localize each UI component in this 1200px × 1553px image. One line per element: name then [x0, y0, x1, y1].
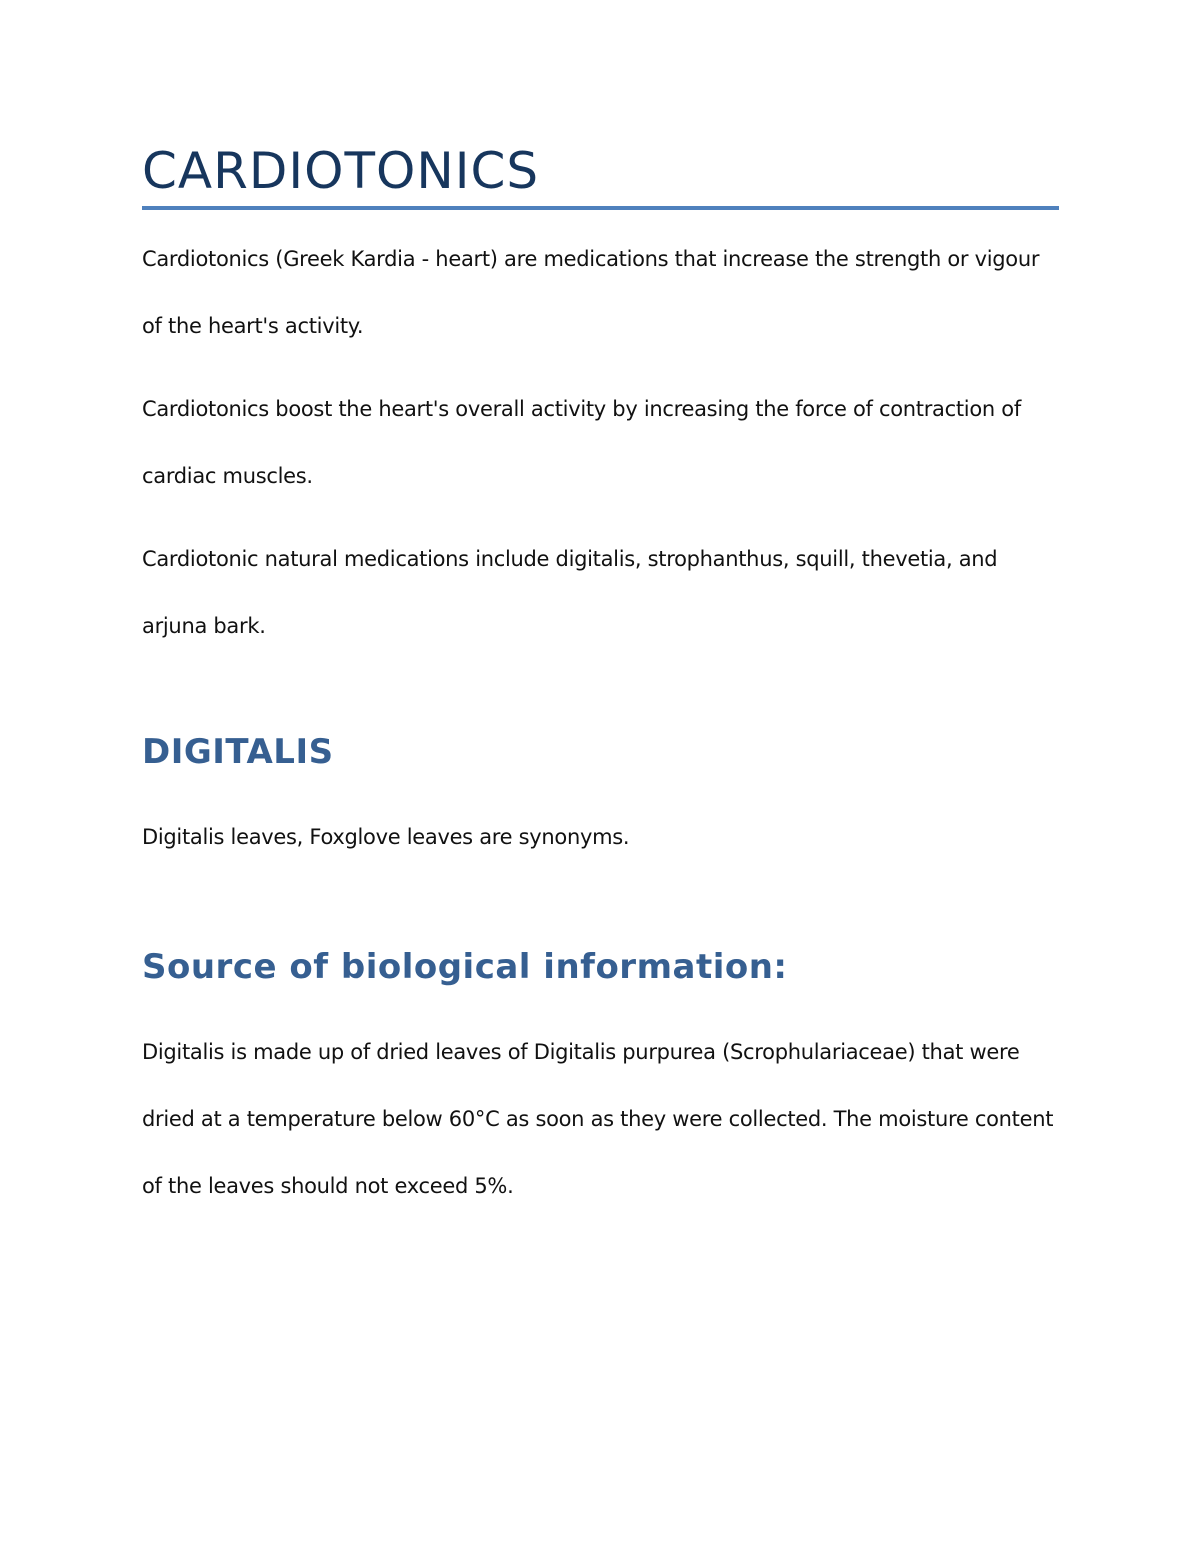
heading-digitalis: DIGITALIS	[142, 732, 334, 772]
heading-source: Source of biological information:	[142, 947, 788, 987]
paragraph-activity: Cardiotonics boost the heart's overall activity by increasing the force of contraction of cardiac muscles.	[142, 397, 1021, 488]
paragraph-intro: Cardiotonics (Greek Kardia - heart) are medications that increase the strength or vigour of the heart's activity.	[142, 247, 1040, 338]
paragraph-source: Digitalis is made up of dried leaves of Digitalis purpurea (Scrophulariaceae) that were dried at a temperature below 60°C as soon as they were collected. The moisture content of the leaves should not exceed 5%.	[142, 1040, 1054, 1198]
document-content	[142, 140, 1060, 1220]
document-title: CARDIOTONICS	[142, 142, 540, 200]
title-underline	[142, 206, 1059, 210]
paragraph-synonyms: Digitalis leaves, Foxglove leaves are synonyms.	[142, 825, 630, 849]
paragraph-natural-medications: Cardiotonic natural medications include digitalis, strophanthus, squill, thevetia, and arjuna bark.	[142, 547, 998, 638]
